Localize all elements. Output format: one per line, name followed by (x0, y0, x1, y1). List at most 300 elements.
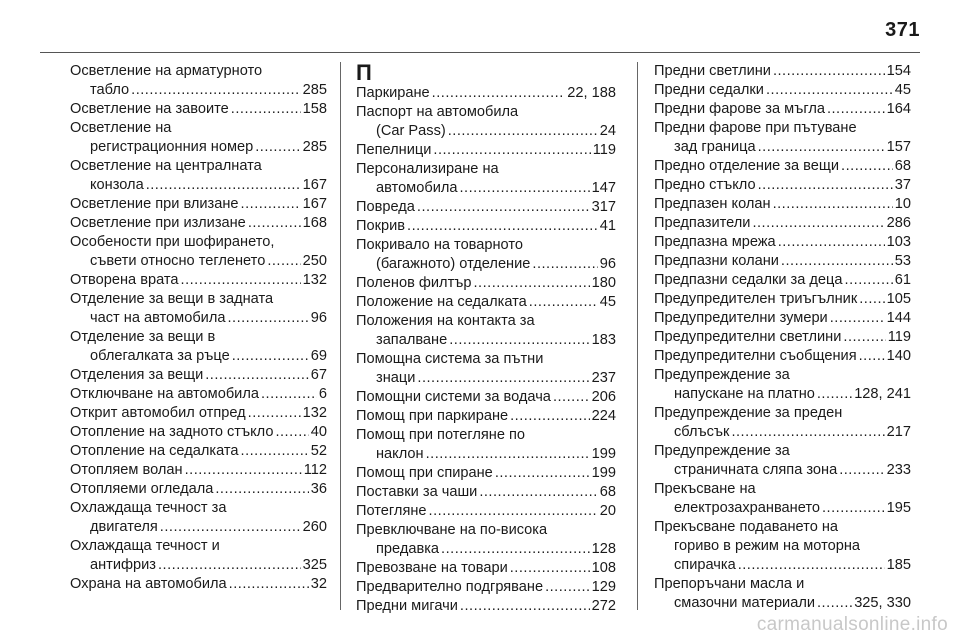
entry-term: Прекъсване на (654, 481, 756, 497)
leader-dots (426, 445, 590, 464)
entry-term: (багажното) отделение (376, 256, 531, 272)
entry-term: Потегляне (356, 503, 427, 519)
index-entry[interactable] (356, 502, 616, 521)
index-entry[interactable] (70, 233, 327, 271)
entry-page-ref[interactable]: 132 (302, 405, 327, 421)
index-entry[interactable] (654, 271, 911, 290)
entry-page-ref[interactable]: 52 (310, 443, 327, 459)
entry-line (654, 461, 911, 480)
entry-page-ref[interactable]: 68 (894, 158, 911, 174)
index-entry[interactable] (356, 141, 616, 160)
entry-page-ref[interactable]: 147 (591, 180, 616, 196)
index-entry[interactable] (70, 480, 327, 499)
column-divider (637, 62, 638, 610)
entry-line (356, 141, 616, 160)
entry-line (356, 293, 616, 312)
entry-line (654, 556, 911, 575)
entry-line (654, 119, 911, 138)
entry-line (70, 442, 327, 461)
index-entry[interactable] (70, 62, 327, 100)
entry-term: предавка (376, 541, 440, 557)
index-entry[interactable] (654, 290, 911, 309)
entry-page-ref[interactable]: 132 (302, 272, 327, 288)
entry-page-ref[interactable]: 36 (310, 481, 327, 497)
entry-page-ref[interactable]: 105 (886, 291, 911, 307)
index-entry[interactable] (654, 100, 911, 119)
entry-term: Предни мигачи (356, 598, 458, 614)
entry-term: смазочни материали (674, 595, 815, 611)
entry-line (654, 537, 911, 556)
entry-term: съвети относно тегленето (90, 253, 266, 269)
entry-term: Помощ при спиране (356, 465, 493, 481)
entry-term: Покрив (356, 218, 406, 234)
leader-dots (532, 255, 597, 274)
entry-line (654, 157, 911, 176)
entry-line (356, 312, 616, 331)
index-entry[interactable] (70, 119, 327, 157)
leader-dots (255, 138, 300, 157)
entry-line (356, 179, 616, 198)
index-entry[interactable] (356, 274, 616, 293)
entry-line (654, 81, 911, 100)
index-entry[interactable] (70, 290, 327, 328)
entry-line (654, 404, 911, 423)
entry-page-ref[interactable]: 250 (302, 253, 327, 269)
entry-page-ref[interactable]: 68 (599, 484, 616, 500)
leader-dots (131, 81, 301, 100)
entry-page-ref[interactable]: 119 (887, 329, 911, 345)
leader-dots (510, 407, 590, 426)
entry-term: Осветление при влизане (70, 196, 239, 212)
entry-page-ref[interactable]: 61 (894, 272, 911, 288)
entry-term: Отопляеми огледала (70, 481, 214, 497)
entry-term: Предпазители (654, 215, 751, 231)
entry-page-ref[interactable]: 183 (591, 332, 616, 348)
index-entry[interactable] (654, 347, 911, 366)
entry-term: Поленов филтър (356, 275, 472, 291)
index-entry[interactable] (356, 521, 616, 559)
entry-page-ref[interactable]: 260 (302, 519, 327, 535)
entry-term: Положения на контакта за (356, 313, 535, 329)
entry-term: (Car Pass) (376, 123, 446, 139)
leader-dots (830, 309, 885, 328)
leader-dots (205, 366, 309, 385)
leader-dots (432, 84, 566, 103)
leader-dots (429, 502, 598, 521)
leader-dots (738, 556, 885, 575)
entry-page-ref[interactable]: 6 (318, 386, 327, 402)
index-entry[interactable] (70, 385, 327, 404)
leader-dots (773, 195, 893, 214)
leader-dots (181, 271, 301, 290)
leader-dots (859, 347, 885, 366)
index-entry[interactable] (356, 483, 616, 502)
index-entry[interactable] (654, 518, 911, 575)
entry-page-ref[interactable]: 285 (302, 82, 327, 98)
entry-page-ref[interactable]: 199 (591, 446, 616, 462)
entry-line (356, 521, 616, 540)
entry-page-ref[interactable]: 129 (591, 579, 616, 595)
leader-dots (827, 100, 885, 119)
index-entry[interactable] (70, 366, 327, 385)
entry-term: Предупреждение за (654, 443, 790, 459)
entry-page-ref[interactable]: 164 (886, 101, 911, 117)
entry-page-ref[interactable]: 158 (302, 101, 327, 117)
index-entry[interactable] (70, 195, 327, 214)
index-entry[interactable] (356, 350, 616, 388)
entry-page-ref[interactable]: 108 (591, 560, 616, 576)
index-entry[interactable] (654, 119, 911, 157)
leader-dots (267, 252, 300, 271)
entry-term: Осветление на (70, 120, 172, 136)
entry-line (356, 122, 616, 141)
leader-dots (731, 423, 884, 442)
leader-dots (839, 461, 884, 480)
leader-dots (752, 214, 884, 233)
entry-line (70, 366, 327, 385)
index-entry[interactable] (356, 426, 616, 464)
entry-line (654, 423, 911, 442)
entry-page-ref[interactable]: 154 (886, 63, 911, 79)
index-entry[interactable] (654, 157, 911, 176)
entry-page-ref[interactable]: 40 (310, 424, 327, 440)
leader-dots (841, 157, 893, 176)
entry-term: Предпазна мрежа (654, 234, 776, 250)
leader-dots (859, 290, 884, 309)
index-entry[interactable] (70, 328, 327, 366)
entry-term: Предварително подгряване (356, 579, 544, 595)
entry-line (70, 461, 327, 480)
leader-dots (529, 293, 598, 312)
entry-term: електрозахранването (674, 500, 820, 516)
entry-page-ref[interactable]: 22, 188 (567, 85, 616, 101)
entry-page-ref[interactable]: 41 (599, 218, 616, 234)
index-entry[interactable] (654, 214, 911, 233)
entry-line (356, 236, 616, 255)
entry-line (356, 331, 616, 350)
entry-page-ref[interactable]: 286 (886, 215, 911, 231)
entry-term: Предупредителни зумери (654, 310, 828, 326)
entry-line (654, 62, 911, 81)
entry-page-ref[interactable]: 128 (591, 541, 616, 557)
entry-term: сблъсък (674, 424, 730, 440)
leader-dots (758, 176, 893, 195)
leader-dots (275, 423, 308, 442)
index-entry[interactable] (70, 271, 327, 290)
entry-line (356, 483, 616, 502)
index-entry[interactable] (70, 575, 327, 594)
entry-term: Предно стъкло (654, 177, 756, 193)
index-entry[interactable] (654, 442, 911, 480)
index-entry[interactable] (356, 407, 616, 426)
entry-term: Охлаждаща течност и (70, 538, 220, 554)
entry-term: автомобила (376, 180, 458, 196)
index-entry[interactable] (356, 578, 616, 597)
entry-line (70, 252, 327, 271)
entry-line (70, 423, 327, 442)
leader-dots (817, 385, 852, 404)
index-entry[interactable] (654, 81, 911, 100)
leader-dots (185, 461, 302, 480)
entry-term: Отделение за вещи в задната (70, 291, 274, 307)
entry-term: Поставки за чаши (356, 484, 478, 500)
index-entry[interactable] (70, 423, 327, 442)
entry-page-ref[interactable]: 103 (886, 234, 911, 250)
entry-term: гориво в режим на моторна (674, 538, 861, 554)
index-entry[interactable] (356, 198, 616, 217)
leader-dots (758, 138, 885, 157)
entry-page-ref[interactable]: 32 (310, 576, 327, 592)
leader-dots (817, 594, 852, 613)
entry-line (356, 160, 616, 179)
entry-term: страничната сляпа зона (674, 462, 838, 478)
entry-page-ref[interactable]: 217 (886, 424, 911, 440)
leader-dots (459, 179, 589, 198)
entry-line (356, 464, 616, 483)
entry-page-ref[interactable]: 144 (886, 310, 911, 326)
index-entry[interactable] (70, 537, 327, 575)
entry-term: Паркиране (356, 85, 430, 101)
entry-term: Открит автомобил отпред (70, 405, 246, 421)
entry-page-ref[interactable]: 199 (591, 465, 616, 481)
entry-line (654, 252, 911, 271)
leader-dots (241, 442, 309, 461)
index-entry[interactable] (70, 100, 327, 119)
entry-line (654, 347, 911, 366)
entry-page-ref[interactable]: 20 (599, 503, 616, 519)
entry-page-ref[interactable]: 167 (302, 177, 327, 193)
entry-page-ref[interactable]: 112 (303, 462, 327, 478)
entry-line (356, 350, 616, 369)
entry-line (654, 271, 911, 290)
entry-page-ref[interactable]: 167 (302, 196, 327, 212)
index-entry[interactable] (356, 293, 616, 312)
entry-line (70, 385, 327, 404)
index-entry[interactable] (654, 176, 911, 195)
entry-line (70, 537, 327, 556)
entry-line (356, 369, 616, 388)
index-entry[interactable] (356, 236, 616, 274)
entry-page-ref[interactable]: 237 (591, 370, 616, 386)
entry-term: Отделение за вещи в (70, 329, 216, 345)
entry-page-ref[interactable]: 272 (591, 598, 616, 614)
entry-page-ref[interactable]: 195 (886, 500, 911, 516)
entry-line (356, 103, 616, 122)
entry-page-ref[interactable]: 67 (310, 367, 327, 383)
index-entry[interactable] (654, 62, 911, 81)
entry-page-ref[interactable]: 285 (302, 139, 327, 155)
entry-line (654, 499, 911, 518)
entry-term: Предно отделение за вещи (654, 158, 840, 174)
entry-term: Предни седалки (654, 82, 764, 98)
entry-line (356, 578, 616, 597)
index-entry[interactable] (70, 442, 327, 461)
leader-dots (781, 252, 893, 271)
entry-line (654, 366, 911, 385)
index-entry[interactable] (654, 252, 911, 271)
entry-line (70, 214, 327, 233)
entry-line (70, 176, 327, 195)
leader-dots (474, 274, 590, 293)
index-entry[interactable] (70, 461, 327, 480)
index-entry[interactable] (356, 217, 616, 236)
entry-page-ref[interactable]: 10 (894, 196, 911, 212)
index-entry[interactable] (654, 366, 911, 404)
index-entry[interactable] (356, 388, 616, 407)
leader-dots (227, 309, 308, 328)
index-entry[interactable] (654, 233, 911, 252)
leader-dots (231, 100, 301, 119)
entry-term: регистрационния номер (90, 139, 254, 155)
entry-line (356, 407, 616, 426)
leader-dots (417, 198, 590, 217)
entry-term: Охрана на автомобила (70, 576, 227, 592)
entry-page-ref[interactable]: 185 (886, 557, 911, 573)
entry-page-ref[interactable]: 69 (310, 348, 327, 364)
index-entry[interactable] (70, 499, 327, 537)
entry-page-ref[interactable]: 233 (886, 462, 911, 478)
entry-page-ref[interactable]: 140 (886, 348, 911, 364)
entry-line (654, 328, 911, 347)
entry-term: Осветление на арматурното (70, 63, 263, 79)
leader-dots (479, 483, 597, 502)
entry-page-ref[interactable]: 96 (599, 256, 616, 272)
entry-term: знаци (376, 370, 416, 386)
entry-term: запалване (376, 332, 448, 348)
index-entry[interactable] (356, 559, 616, 578)
entry-term: Предупреждение за (654, 367, 790, 383)
entry-term: спирачка (674, 557, 736, 573)
entry-line (70, 195, 327, 214)
entry-page-ref[interactable]: 325, 330 (854, 595, 911, 611)
entry-page-ref[interactable]: 37 (894, 177, 911, 193)
index-entry[interactable] (70, 157, 327, 195)
leader-dots (241, 195, 301, 214)
index-entry[interactable] (70, 214, 327, 233)
leader-dots (261, 385, 317, 404)
entry-line (70, 119, 327, 138)
entry-page-ref[interactable]: 96 (310, 310, 327, 326)
leader-dots (232, 347, 309, 366)
entry-line (654, 100, 911, 119)
index-entry[interactable] (654, 575, 911, 613)
entry-line (70, 347, 327, 366)
index-entry[interactable] (654, 195, 911, 214)
entry-term: конзола (90, 177, 144, 193)
entry-term: Предупредителни съобщения (654, 348, 857, 364)
entry-term: Предни фарове при пътуване (654, 120, 857, 136)
leader-dots (773, 62, 885, 81)
entry-term: Предупредителни светлини (654, 329, 842, 345)
entry-term: част на автомобила (90, 310, 226, 326)
entry-term: Осветление на завоите (70, 101, 229, 117)
leader-dots (146, 176, 301, 195)
entry-line (356, 502, 616, 521)
entry-line (70, 404, 327, 423)
index-entry[interactable] (70, 404, 327, 423)
entry-line (654, 594, 911, 613)
leader-dots (407, 217, 598, 236)
entry-line (70, 499, 327, 518)
entry-line (654, 518, 911, 537)
index-entry[interactable] (356, 84, 616, 103)
index-column-3 (654, 62, 911, 613)
entry-line (356, 540, 616, 559)
entry-line (654, 309, 911, 328)
entry-term: Предпазни колани (654, 253, 779, 269)
entry-page-ref[interactable]: 180 (591, 275, 616, 291)
entry-page-ref[interactable]: 53 (894, 253, 911, 269)
index-entry[interactable] (356, 103, 616, 141)
entry-term: облегалката за ръце (90, 348, 230, 364)
entry-line (356, 597, 616, 616)
index-entry[interactable] (654, 404, 911, 442)
leader-dots (248, 214, 301, 233)
entry-page-ref[interactable]: 224 (591, 408, 616, 424)
entry-term: Превозване на товари (356, 560, 508, 576)
entry-term: Помощ при потегляне по (356, 427, 526, 443)
entry-term: Отопление на седалката (70, 443, 239, 459)
leader-dots (843, 328, 885, 347)
entry-line (356, 559, 616, 578)
entry-page-ref[interactable]: 157 (886, 139, 911, 155)
entry-term: Осветление на централната (70, 158, 262, 174)
header-rule (40, 52, 920, 53)
entry-page-ref[interactable]: 45 (599, 294, 616, 310)
entry-term: Положение на седалката (356, 294, 527, 310)
entry-page-ref[interactable]: 128, 241 (854, 386, 911, 402)
index-entry[interactable] (356, 160, 616, 198)
entry-page-ref[interactable]: 317 (591, 199, 616, 215)
index-entry[interactable] (356, 312, 616, 350)
leader-dots (417, 369, 589, 388)
entry-page-ref[interactable]: 119 (592, 142, 616, 158)
leader-dots (248, 404, 301, 423)
leader-dots (766, 81, 893, 100)
entry-page-ref[interactable]: 206 (591, 389, 616, 405)
entry-term: Предпазни седалки за деца (654, 272, 843, 288)
entry-line (654, 195, 911, 214)
entry-line (70, 290, 327, 309)
entry-line (356, 84, 616, 103)
entry-page-ref[interactable]: 168 (302, 215, 327, 231)
entry-page-ref[interactable]: 325 (302, 557, 327, 573)
leader-dots (778, 233, 885, 252)
index-entry[interactable] (356, 464, 616, 483)
entry-line (356, 198, 616, 217)
entry-term: Предупредителен триъгълник (654, 291, 858, 307)
entry-term: Отворена врата (70, 272, 179, 288)
leader-dots (433, 141, 590, 160)
entry-term: Предупреждение за преден (654, 405, 843, 421)
leader-dots (845, 271, 893, 290)
index-entry[interactable] (654, 328, 911, 347)
index-entry[interactable] (654, 309, 911, 328)
index-entry[interactable] (654, 480, 911, 518)
entry-term: Отключване на автомобила (70, 386, 259, 402)
leader-dots (510, 559, 590, 578)
entry-term: табло (90, 82, 130, 98)
entry-term: Предпазен колан (654, 196, 771, 212)
entry-page-ref[interactable]: 24 (599, 123, 616, 139)
entry-page-ref[interactable]: 45 (894, 82, 911, 98)
index-entry[interactable] (356, 597, 616, 616)
entry-line (70, 575, 327, 594)
entry-term: Превключване на по-висока (356, 522, 548, 538)
leader-dots (160, 518, 301, 537)
leader-dots (449, 331, 589, 350)
entry-term: Помощни системи за водача (356, 389, 551, 405)
